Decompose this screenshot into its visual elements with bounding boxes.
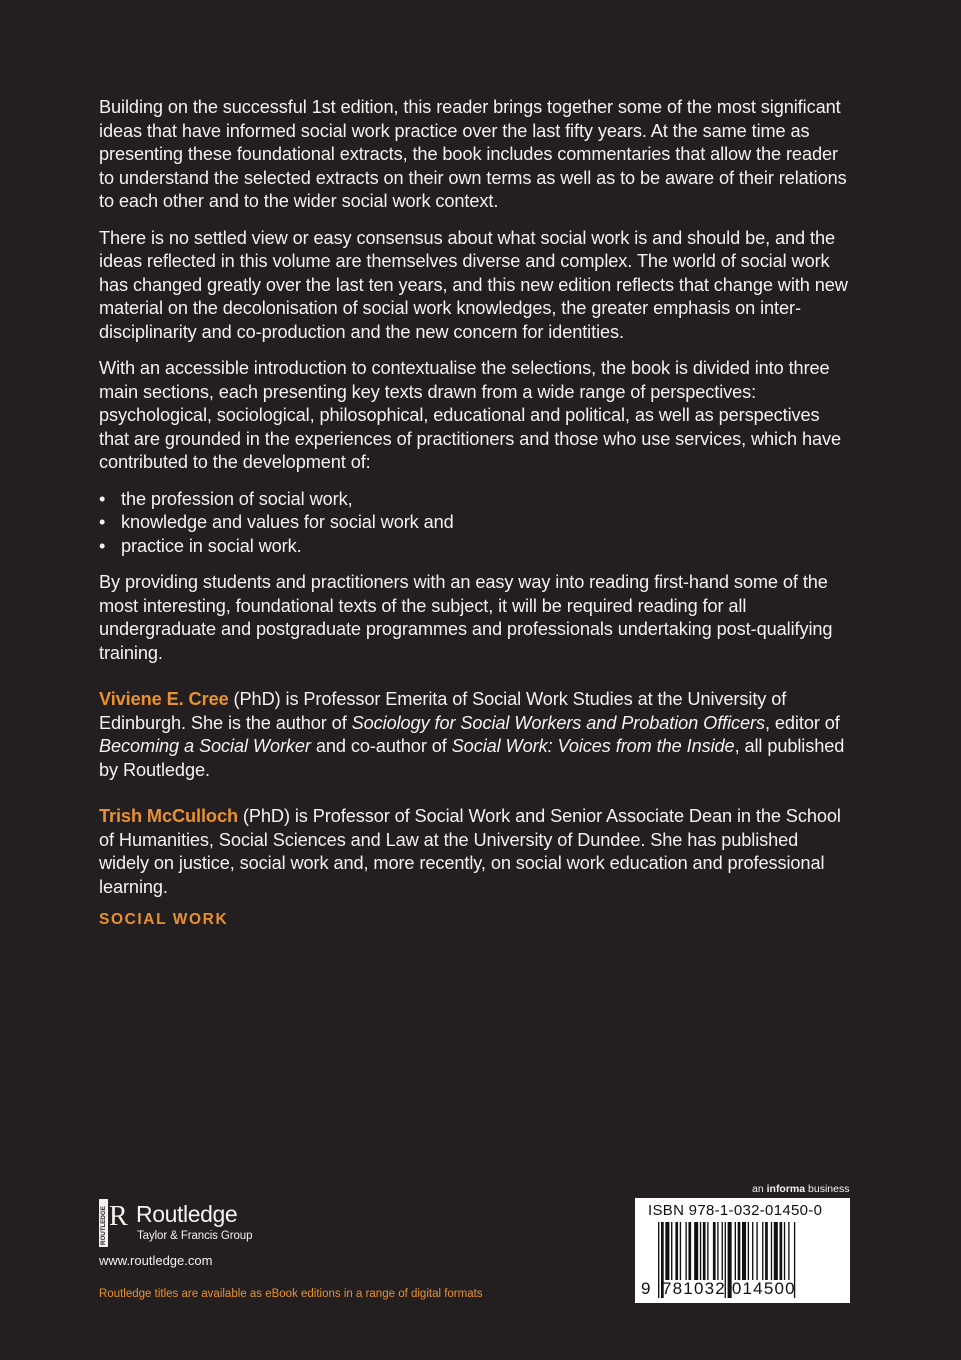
barcode-bar: [671, 1222, 672, 1280]
description-paragraph-2: There is no settled view or easy consensus about what social work is and should be, and the ideas reflected in this volume are themselves diverse and complex. The world of social work has changed greatly over the last ten years, and this new edition reflects that change with new material on the decolonisation of social work knowledges, the greater emphasis on inter-disciplinarity and co-production and the new concern for identities.: [99, 227, 848, 342]
publisher-group: Taylor & Francis Group: [137, 1230, 253, 1242]
barcode-bar: [771, 1222, 772, 1280]
book-title: Becoming a Social Worker: [99, 736, 311, 756]
informa-tagline: an informa business: [752, 1183, 850, 1195]
barcode-bar: [688, 1222, 691, 1280]
barcode-bar: [762, 1222, 763, 1280]
routledge-logo-icon: [99, 1199, 129, 1247]
logo-letter: R: [109, 1201, 128, 1232]
barcode-bar: [784, 1222, 785, 1280]
section-list: [99, 488, 851, 559]
bullet-icon: •: [99, 512, 106, 532]
list-item: • knowledge and values for social work and: [99, 511, 851, 535]
isbn-label: ISBN 978-1-032-01450-0: [648, 1202, 823, 1219]
bullet-icon: •: [99, 535, 106, 556]
isbn-barcode: [635, 1198, 850, 1303]
publisher-name: Routledge: [136, 1201, 238, 1227]
barcode-first-digit: 9: [641, 1279, 652, 1298]
barcode-bar: [756, 1222, 757, 1280]
barcode-bar: [774, 1222, 778, 1280]
author-bio-cree: Viviene E. Cree (PhD) is Professor Emerita of Social Work Studies at the University of Edinburgh. She is the author of Sociology for Social Workers and Probation Officers, editor of Becoming a Social Worker and co-author of Social Work: Voices from the Inside, all published by Routledge.: [99, 689, 845, 780]
barcode-digits: [641, 1279, 846, 1299]
barcode-digit-groups: 781032 014500: [662, 1279, 796, 1298]
back-cover-text: [99, 96, 851, 912]
list-item: • the profession of social work,: [99, 488, 851, 512]
barcode-bar: [780, 1222, 783, 1280]
author-name: Viviene E. Cree: [99, 689, 229, 709]
description-paragraph-3: With an accessible introduction to contextualise the selections, the book is divided into three main sections, each presenting key texts drawn from a wide range of perspectives: psychological, sociological, philosophical, educational and political, as well as perspectives that are grounded in the experiences of practitioners and those who use services, which have contributed to the development of:: [99, 358, 841, 472]
barcode-bar: [675, 1222, 678, 1280]
barcode-bar: [788, 1222, 789, 1280]
list-item: • practice in social work.: [99, 535, 851, 559]
barcode-bar: [752, 1222, 753, 1280]
book-title: Sociology for Social Workers and Probation Officers: [351, 712, 765, 733]
author-name: Trish McCulloch: [99, 806, 238, 826]
description-paragraph-1: Building on the successful 1st edition, this reader brings together some of the most significant ideas that have informed social work practice over the last fifty years. At the same time as presenting these foundational extracts, the book includes commentaries that allow the reader to understand the selected extracts on their own terms as well as to be aware of their relations to each other and to the wider social work context.: [99, 97, 847, 211]
barcode-bar: [703, 1222, 706, 1280]
barcode-bar: [748, 1222, 749, 1280]
barcode-bar: [713, 1222, 716, 1280]
ebook-note: Routledge titles are available as eBook editions in a range of digital formats: [99, 1288, 483, 1300]
barcode-bar: [700, 1222, 701, 1280]
subject-category: SOCIAL WORK: [99, 911, 229, 928]
barcode-bar: [680, 1222, 681, 1280]
barcode-bar: [707, 1222, 708, 1280]
barcode-bar: [694, 1222, 698, 1280]
publisher-website: www.routledge.com: [99, 1253, 213, 1268]
barcode-bar: [742, 1222, 746, 1280]
barcode-bar: [722, 1222, 723, 1280]
book-title: Social Work: Voices from the Inside: [451, 736, 735, 756]
bullet-icon: •: [99, 488, 106, 509]
barcode-bar: [665, 1222, 669, 1280]
description-paragraph-4: By providing students and practitioners with an easy way into reading first-hand some of the most interesting, foundational texts of the subject, it will be required reading for all undergraduate and postgraduate programmes and professionals undertaking post-qualifying training.: [99, 572, 833, 663]
barcode-bar: [765, 1222, 768, 1280]
logo-vertical-text: ROUTLEDGE: [100, 1206, 108, 1245]
barcode-bar: [735, 1222, 736, 1280]
author-bio-mcculloch: Trish McCulloch (PhD) is Professor of Social Work and Senior Associate Dean in the School of Humanities, Social Sciences and Law at the University of Dundee. She has published widely on justice, social work and, more recently, on social work education and professional learning.: [99, 806, 841, 897]
barcode-bar: [717, 1222, 718, 1280]
barcode-bar: [738, 1222, 741, 1280]
barcode-bar: [685, 1222, 686, 1280]
publisher-logo: [99, 1199, 299, 1249]
